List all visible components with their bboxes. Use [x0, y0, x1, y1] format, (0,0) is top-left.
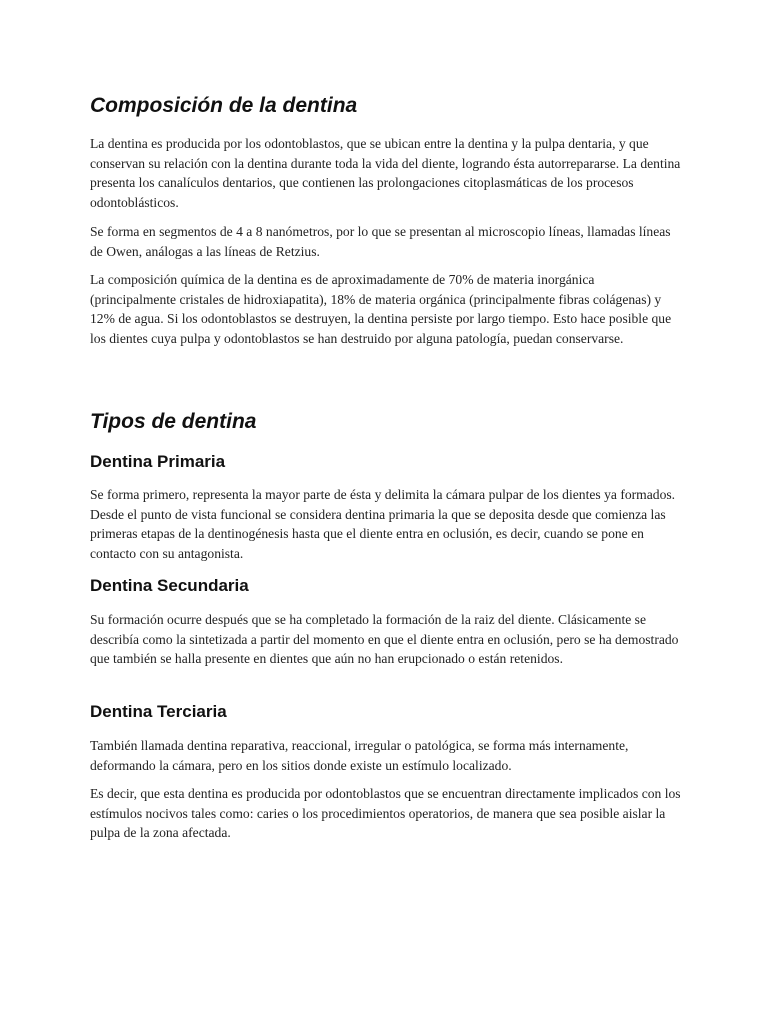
paragraph-dentina-primaria: Se forma primero, representa la mayor parte de ésta y delimita la cámara pulpar de los dientes ya formados. Desde el punto de vista funcional se considera dentina primaria la que se deposita desde que comienza las primeras etapas de la dentinogénesis hasta que el diente entra en oclusión, es decir, cuando se pone en contacto con su antagonista.	[90, 487, 676, 561]
paragraph-dentina-terciaria-2: Es decir, que esta dentina es producida por odontoblastos que se encuentran directamente implicados con los estímulos nocivos tales como: caries o los procedimientos operatorios, de manera que sea posible aislar la pulpa de la zona afectada.	[90, 786, 681, 840]
paragraph-composicion-1: La dentina es producida por los odontoblastos, que se ubican entre la dentina y la pulpa dentaria, y que conservan su relación con la dentina durante toda la vida del diente, logrando ésta autorrepararse. La dentina presenta los canalículos dentarios, que contienen las prolongaciones citoplasmáticas de los procesos odontoblásticos.	[90, 136, 681, 210]
heading-dentina-primaria: Dentina Primaria	[90, 452, 226, 471]
paragraph-composicion-2: Se forma en segmentos de 4 a 8 nanómetros, por lo que se presentan al microscopio líneas, llamadas líneas de Owen, análogas a las líneas de Retzius.	[90, 224, 671, 259]
heading-dentina-secundaria: Dentina Secundaria	[90, 576, 249, 595]
heading-composicion: Composición de la dentina	[90, 94, 358, 117]
paragraph-dentina-secundaria: Su formación ocurre después que se ha completado la formación de la raiz del diente. Clásicamente se describía como la sintetizada a partir del momento en que el diente entra en oclusión, pero se ha demostrado que también se halla presente en dientes que aún no han erupcionado o están retenidos.	[90, 612, 679, 666]
paragraph-dentina-terciaria-1: También llamada dentina reparativa, reaccional, irregular o patológica, se forma más internamente, deformando la cámara, pero en los sitios donde existe un estímulo localizado.	[90, 738, 629, 773]
heading-tipos: Tipos de dentina	[90, 410, 257, 433]
heading-dentina-terciaria: Dentina Terciaria	[90, 702, 227, 721]
paragraph-composicion-3: La composición química de la dentina es de aproximadamente de 70% de materia inorgánica (principalmente cristales de hidroxiapatita), 18% de materia orgánica (principalmente fibras colágenas) y 12% de agua. Si los odontoblastos se destruyen, la dentina persiste por largo tiempo. Esto hace posible que los dientes cuya pulpa y odontoblastos se han destruido por alguna patología, puedan conservarse.	[90, 272, 672, 346]
